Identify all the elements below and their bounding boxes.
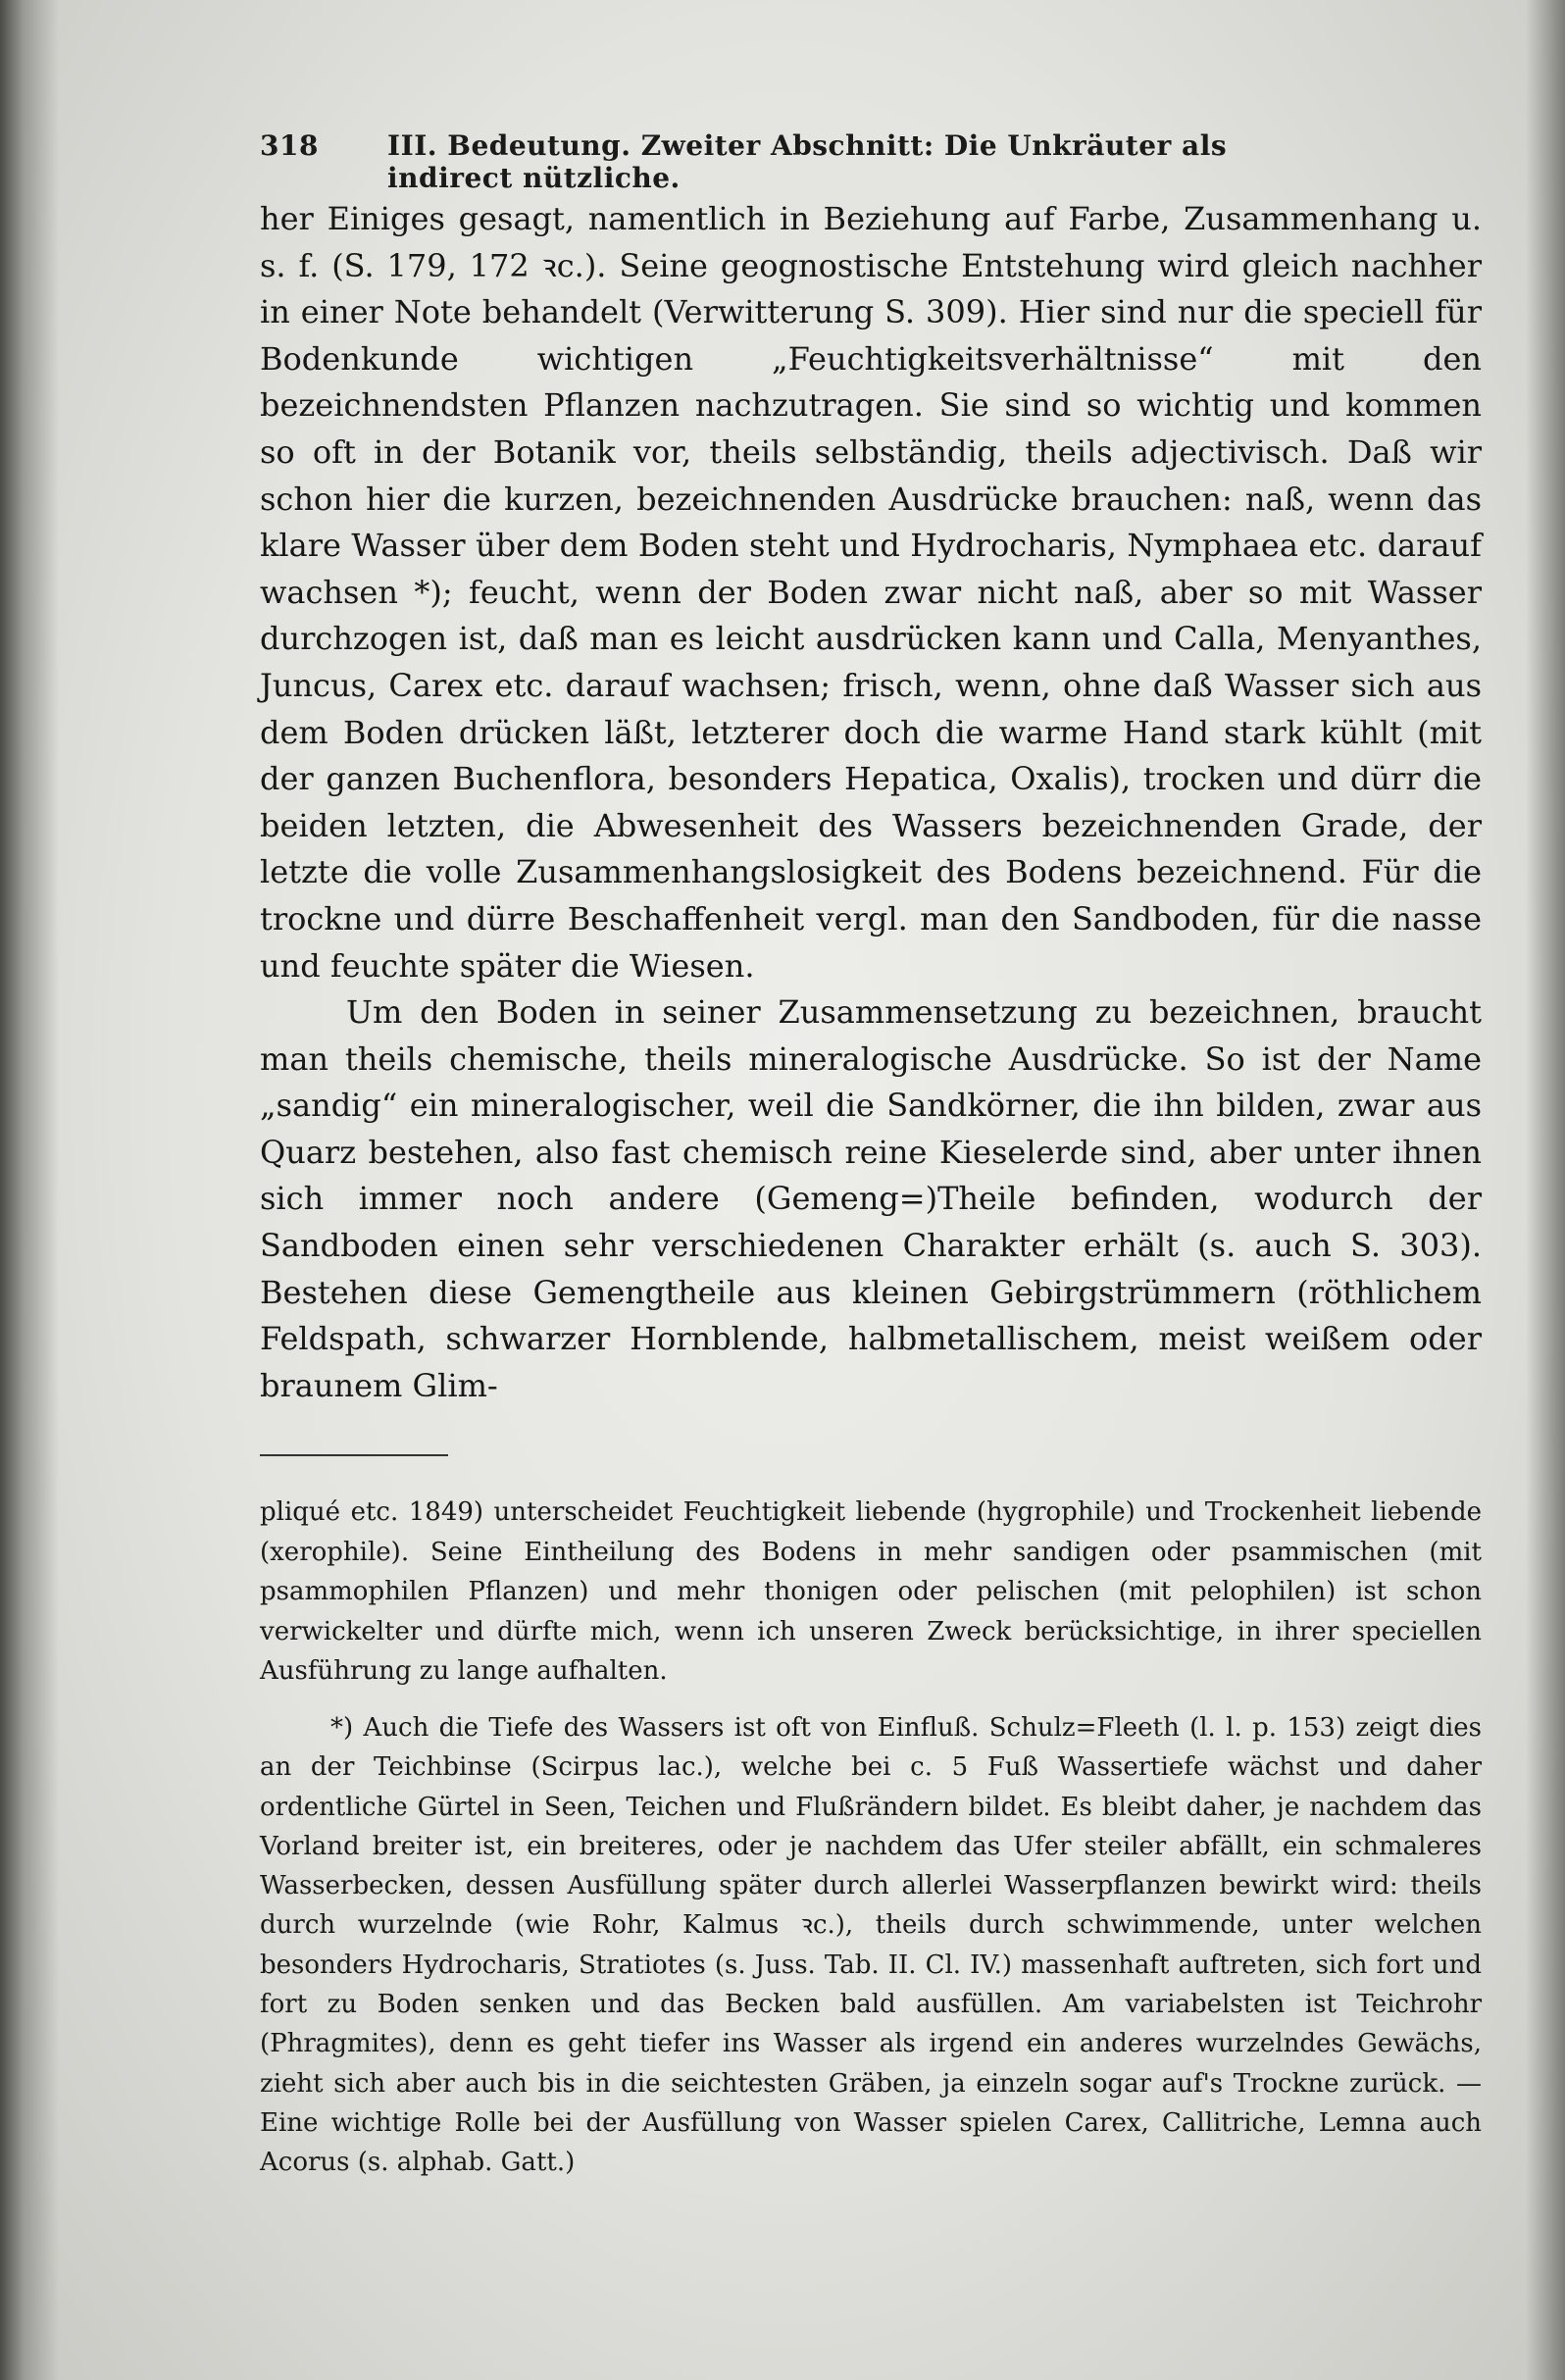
scan-shadow-right [1526,0,1565,2380]
page-number: 318 [260,129,319,162]
scan-shadow-left [0,0,59,2380]
footnote-text: *) Auch die Tiefe des Wassers ist oft von Einfluß. Schulz=Fleeth (l. l. p. 153) zeigt dies an der Teichbinse (Scirpus lac.), welche bei c. 5 Fuß Wassertiefe wächst und daher ordentliche Gürtel in Seen, Teichen und Flußrändern bildet. Es bleibt daher, je nachdem das Vorland breiter ist, ein breiteres, oder je nachdem das Ufer steiler abfällt, ein schmaleres Wasserbecken, dessen Ausfüllung später durch allerlei Wasserpflanzen bewirkt wird: theils durch wurzelnde (wie Rohr, Kalmus ꝛc.), theils durch schwimmende, unter welchen besonders Hydrocharis, Stratiotes (s. Juss. Tab. II. Cl. IV.) massenhaft auftreten, sich fort und fort zu Boden senken und das Becken bald ausfüllen. Am variabelsten ist Teichrohr (Phragmites), denn es geht tiefer ins Wasser als irgend ein anderes wurzelndes Gewächs, zieht sich aber auch bis in die seichtesten Gräben, ja einzeln sogar auf's Trockne zurück. — Eine wichtige Rolle bei der Ausfüllung von Wasser spielen Carex, Callitriche, Lemna auch Acorus (s. alphab. Gatt.) [260,1713,1482,2178]
footnote-text: pliqué etc. 1849) unterscheidet Feuchtigkeit liebende (hygrophile) und Trockenheit liebende (xerophile). Seine Eintheilung des Bodens in mehr sandigen oder psammischen (mit psammophilen Pflanzen) und mehr thonigen oder pelischen (mit pelophilen) ist schon verwickelter und dürfte mich, wenn ich unseren Zweck berücksichtige, in ihrer speciellen Ausführung zu lange aufhalten. [260,1497,1482,1686]
footnote-asterisk [260,1708,1482,2183]
paragraph: her Einiges gesagt, namentlich in Beziehung auf Farbe, Zusammenhang u. s. f. (S. 179, 172 ꝛc.). Seine geognostische Entstehung wird gleich nachher in einer Note behandelt (Verwitterung S. 309). Hier sind nur die speciell für Bodenkunde wichtigen „Feuchtigkeitsverhältnisse“ mit den bezeichnendsten Pflanzen nachzutragen. Sie sind so wichtig und kommen so oft in der Botanik vor, theils selbständig, theils adjectivisch. Daß wir schon hier die kurzen, bezeichnenden Ausdrücke brauchen: naß, wenn das klare Wasser über dem Boden steht und Hydrocharis, Nymphaea etc. darauf wachsen *); feucht, wenn der Boden zwar nicht naß, aber so mit Wasser durchzogen ist, daß man es leicht ausdrücken kann und Calla, Menyanthes, Juncus, Carex etc. darauf wachsen; frisch, wenn, ohne daß Wasser sich aus dem Boden drücken läßt, letzterer doch die warme Hand stark kühlt (mit der ganzen Buchenflora, besonders Hepatica, Oxalis), trocken und dürr die beiden letzten, die Abwesenheit des Wassers bezeichnenden Grade, der letzte die volle Zusammenhangslosigkeit des Bodens bezeichnend. Für die trockne und dürre Beschaffenheit vergl. man den Sandboden, für die nasse und feuchte später die Wiesen. [260,200,1482,985]
footnote-continued [260,1493,1482,1692]
running-header [260,129,1358,194]
main-text [260,196,1482,1409]
running-title: III. Bedeutung. Zweiter Abschnitt: Die Unkräuter als indirect nützliche. [387,129,1228,194]
paragraph: Um den Boden in seiner Zusammensetzung zu bezeichnen, braucht man theils chemische, theils mineralogische Ausdrücke. So ist der Name „sandig“ ein mineralogischer, weil die Sandkörner, die ihn bilden, zwar aus Quarz bestehen, also fast chemisch reine Kieselerde sind, aber unter ihnen sich immer noch andere (Gemeng=)Theile befinden, wodurch der Sandboden einen sehr verschiedenen Charakter erhält (s. auch S. 303). Bestehen diese Gemengtheile aus kleinen Gebirgstrümmern (röthlichem Feldspath, schwarzer Hornblende, halbmetallischem, meist weißem oder braunem Glim- [260,993,1482,1404]
footnote-rule [260,1454,448,1456]
